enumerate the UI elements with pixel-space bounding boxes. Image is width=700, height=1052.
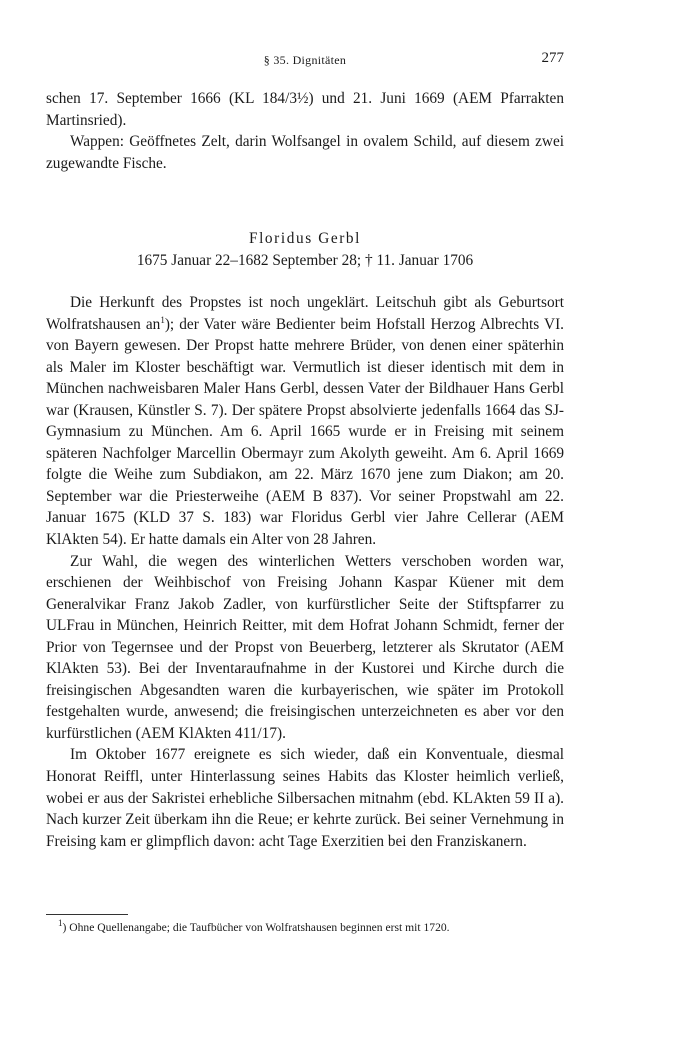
section-heading-name: Floridus Gerbl (248, 230, 362, 247)
paragraph-origin-text-b: ); der Vater wäre Bedienter beim Hofstall Herzog Albrechts VI. von Bayern gewesen. Der Propst hatte mehrere Brüder, von denen einer späterhin als Maler im Kloster beschäftigt war. Vermutlich ist dieser identisch mit dem in München nachweisbaren Maler Hans Gerbl, dessen Vater der Bildhauer Hans Gerbl war (Krausen, Künstler S. 7). Der spätere Propst absolvierte jedenfalls 1664 das SJ-Gymnasium zu München. Am 6. April 1665 wurde er in Freising mit seinem späteren Nachfolger Marcellin Obermayr zum Akolyth geweiht. Am 6. April 1669 folgte die Weihe zum Subdiakon, am 22. März 1670 jene zum Diakon; am 20. September war die Priesterweihe (AEM B 837). Vor seiner Propstwahl am 22. Januar 1675 (KLD 37 S. 183) war Floridus Gerbl vier Jahre Cellerar (AEM KlAkten 54). Er hatte damals ein Alter von 28 Jahren. (46, 315, 564, 549)
intro-paragraph-arms: Wappen: Geöffnetes Zelt, darin Wolfsangel in ovalem Schild, auf diesem zwei zugewandte Fische. (46, 133, 564, 172)
page-number: 277 (541, 50, 564, 66)
intro-text (46, 88, 564, 174)
section-heading-dates: 1675 Januar 22–1682 September 28; † 11. Januar 1706 (136, 252, 474, 269)
running-head (46, 50, 564, 70)
paragraph-origin (46, 292, 564, 551)
paragraph-origin-text-a: Die Herkunft des Propstes ist noch ungeklärt. Leitschuh gibt als Geburtsort Wolfratshausen an (46, 294, 564, 333)
footnote-reference: 1 (160, 314, 165, 325)
footnote (46, 920, 564, 936)
main-text (46, 292, 564, 852)
footnote-marker: 1 (58, 918, 63, 929)
paragraph-october-1677: Im Oktober 1677 ereignete es sich wieder, daß ein Konventuale, diesmal Honorat Reiffl, unter Hinterlassung seines Habits das Kloster heimlich verließ, wobei er aus der Sakristei erhebliche Silbersachen mitnahm (ebd. KLAkten 59 II a). Nach kurzer Zeit überkam ihn die Reue; er kehrte zurück. Bei seiner Vernehmung in Freising kam er glimpflich davon: acht Tage Exerzitien bei den Franziskanern. (46, 746, 564, 850)
running-title: § 35. Dignitäten (263, 53, 347, 67)
intro-paragraph-continuation: schen 17. September 1666 (KL 184/3½) und 21. Juni 1669 (AEM Pfarrakten Martinsried). (46, 90, 564, 129)
footnote-divider (46, 914, 128, 915)
footnote-text: ) Ohne Quellenangabe; die Taufbücher von Wolfratshausen beginnen erst mit 1720. (62, 921, 450, 934)
paragraph-election: Zur Wahl, die wegen des winterlichen Wetters verschoben worden war, erschienen der Weihbischof von Freising Johann Kaspar Küener mit dem Generalvikar Franz Jakob Zadler, von kurfürstlicher Seite der Stiftspfarrer zu ULFrau in München, Heinrich Reitter, mit dem Hofrat Johann Schmidt, ferner der Prior von Tegernsee und der Propst von Beuerberg, letzterer als Skrutator (AEM KlAkten 53). Bei der Inventaraufnahme in der Kustorei und Kirche durch die freisingischen Abgesandten waren die kurbayerischen, wie später im Protokoll festgehalten wurde, anwesend; die freisingischen unterzeichneten es aber vor den kurfürstlichen (AEM KlAkten 411/17). (46, 552, 564, 742)
